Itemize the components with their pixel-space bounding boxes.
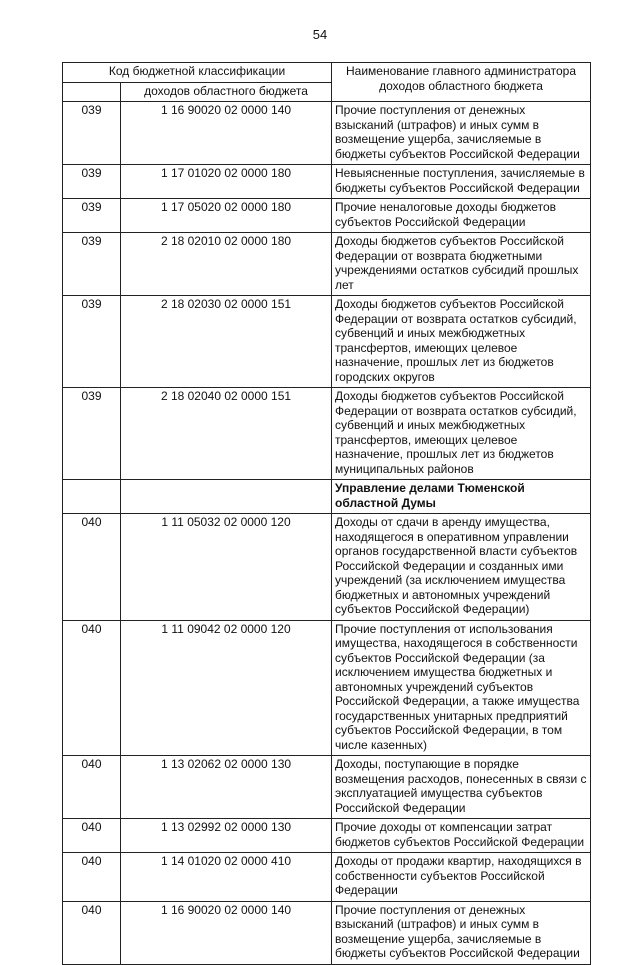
table-row: [63, 853, 591, 902]
revenue-name-cell: Прочие поступления от использования имущества, находящегося в собственности субъектов Российской Федерации (за исключением имущества бюджетных и автономных учреждений субъектов Российской Федерации, а также имущества государственных унитарных предприятий субъектов Российской Федерации, в том числе казенных): [332, 620, 591, 756]
admin-code-cell: 039: [63, 388, 121, 480]
section-title: Управление делами Тюменской областной Думы: [332, 480, 591, 514]
table-row: [63, 296, 591, 388]
header-administrator-name: Наименование главного администратора доходов областного бюджета: [332, 63, 591, 102]
revenue-code-cell: 1 11 09042 02 0000 120: [121, 620, 332, 756]
admin-code-cell: 040: [63, 514, 121, 621]
admin-code-cell: 040: [63, 756, 121, 819]
table-row: [63, 819, 591, 853]
revenue-name-cell: Прочие поступления от денежных взысканий (штрафов) и иных сумм в возмещение ущерба, зачисляемые в бюджеты субъектов Российской Федерации: [332, 901, 591, 964]
table-row: [63, 514, 591, 621]
revenue-code-cell: 2 18 02040 02 0000 151: [121, 388, 332, 480]
revenue-name-cell: Прочие неналоговые доходы бюджетов субъектов Российской Федерации: [332, 199, 591, 233]
header-classification: Код бюджетной классификации: [63, 63, 332, 83]
admin-code-cell: 040: [63, 819, 121, 853]
revenue-name-cell: Доходы бюджетов субъектов Российской Федерации от возврата остатков субсидий, субвенций и иных межбюджетных трансфертов, имеющих целевое назначение, прошлых лет из бюджетов муниципальных районов: [332, 388, 591, 480]
revenue-name-cell: Доходы бюджетов субъектов Российской Федерации от возврата бюджетными учреждениями остатков субсидий прошлых лет: [332, 233, 591, 296]
budget-classification-table: [62, 62, 591, 965]
revenue-code-cell: 1 11 05032 02 0000 120: [121, 514, 332, 621]
revenue-code-cell: 1 17 01020 02 0000 180: [121, 165, 332, 199]
table-row: [63, 165, 591, 199]
table-row: [63, 233, 591, 296]
table-row: [63, 199, 591, 233]
admin-code-cell: 039: [63, 296, 121, 388]
revenue-name-cell: Доходы от продажи квартир, находящихся в собственности субъектов Российской Федерации: [332, 853, 591, 902]
table-row: [63, 388, 591, 480]
admin-code-cell: 039: [63, 102, 121, 165]
admin-code-cell: 040: [63, 620, 121, 756]
section-empty-cell: [121, 480, 332, 514]
revenue-code-cell: 1 13 02992 02 0000 130: [121, 819, 332, 853]
admin-code-cell: 039: [63, 233, 121, 296]
revenue-name-cell: Прочие доходы от компенсации затрат бюджетов субъектов Российской Федерации: [332, 819, 591, 853]
revenue-name-cell: Доходы бюджетов субъектов Российской Федерации от возврата остатков субсидий, субвенций и иных межбюджетных трансфертов, имеющих целевое назначение, прошлых лет из бюджетов городских округов: [332, 296, 591, 388]
section-row: [63, 480, 591, 514]
revenue-name-cell: Прочие поступления от денежных взысканий (штрафов) и иных сумм в возмещение ущерба, зачисляемые в бюджеты субъектов Российской Федерации: [332, 102, 591, 165]
section-empty-cell: [63, 480, 121, 514]
revenue-name-cell: Доходы, поступающие в порядке возмещения расходов, понесенных в связи с эксплуатацией имущества субъектов Российской Федерации: [332, 756, 591, 819]
revenue-name-cell: Доходы от сдачи в аренду имущества, находящегося в оперативном управлении органов государственной власти субъектов Российской Федерации и созданных ими учреждений (за исключением имущества бюджетных и автономных учреждений субъектов Российской Федерации): [332, 514, 591, 621]
revenue-code-cell: 1 16 90020 02 0000 140: [121, 102, 332, 165]
revenue-code-cell: 2 18 02030 02 0000 151: [121, 296, 332, 388]
table-row: [63, 901, 591, 964]
revenue-code-cell: 1 16 90020 02 0000 140: [121, 901, 332, 964]
table-row: [63, 620, 591, 756]
admin-code-cell: 039: [63, 165, 121, 199]
header-admin-code: [63, 82, 121, 102]
revenue-code-cell: 1 14 01020 02 0000 410: [121, 853, 332, 902]
header-revenue-code: доходов областного бюджета: [121, 82, 332, 102]
page-number: 54: [312, 27, 328, 42]
admin-code-cell: 040: [63, 901, 121, 964]
revenue-code-cell: 1 17 05020 02 0000 180: [121, 199, 332, 233]
table-row: [63, 102, 591, 165]
revenue-name-cell: Невыясненные поступления, зачисляемые в бюджеты субъектов Российской Федерации: [332, 165, 591, 199]
admin-code-cell: 039: [63, 199, 121, 233]
revenue-code-cell: 2 18 02010 02 0000 180: [121, 233, 332, 296]
admin-code-cell: 040: [63, 853, 121, 902]
revenue-code-cell: 1 13 02062 02 0000 130: [121, 756, 332, 819]
table-header-row: [63, 63, 591, 83]
table-row: [63, 756, 591, 819]
